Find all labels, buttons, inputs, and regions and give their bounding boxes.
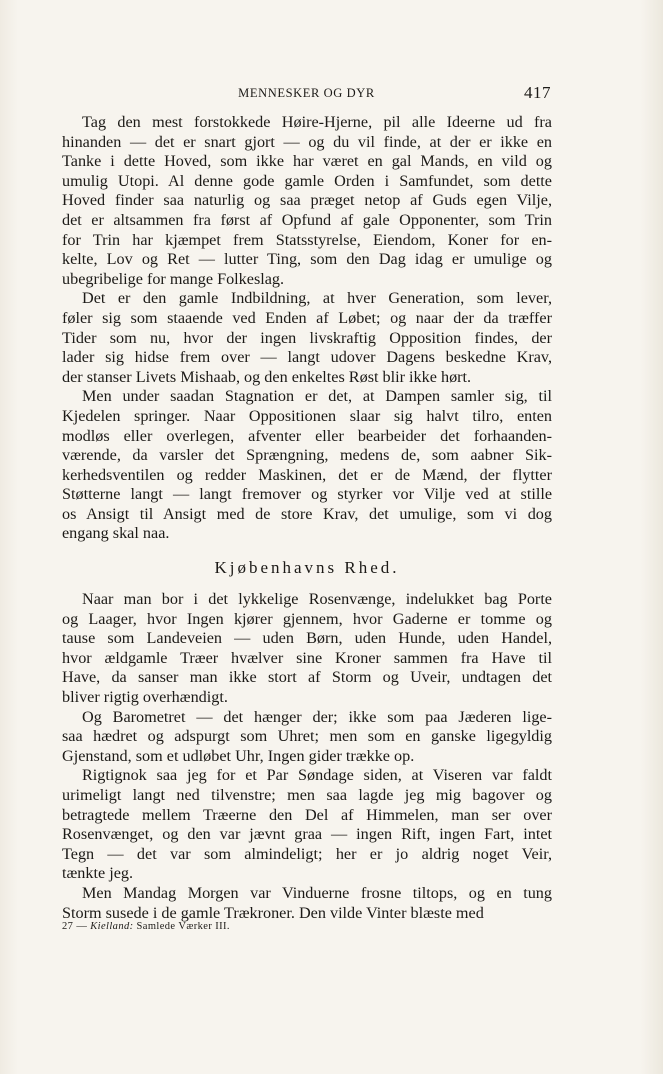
paragraph [62,766,552,884]
text-line: føler sig som staaende ved Enden af Løbet; og naar der da træffer [62,308,552,327]
text-line: kelte, Lov og Ret — lutter Ting, som den Dag idag er umulige og [62,250,552,269]
text-line: urimeligt langt ned tilvenstre; men saa lagde jeg mig bagover og [62,785,552,804]
text-line: ubegribelige for mange Folkeslag. [62,269,285,288]
text-line: tause som Landeveien — uden Børn, uden Hunde, uden Handel, [62,629,552,648]
signature-author: Kielland: [90,921,134,932]
text-line: Hoved finder saa naturlig og saa præget netop af Guds egen Vilje, [62,191,552,210]
text-line: os Ansigt til Ansigt med de store Krav, det umulige, som vi dog [62,504,552,523]
running-title: MENNESKER OG DYR [238,86,375,100]
text-line: Rigtignok saa jeg for et Par Søndage siden, at Viseren var faldt [82,766,552,785]
text-line: Men under saadan Stagnation er det, at Dampen samler sig, til [82,387,552,406]
section-1-body [62,113,552,544]
page-header [62,83,551,106]
paragraph [62,708,552,767]
text-line: saa hædret og adspurgt som Uhret; men som en ganske ligegyldig [62,727,552,746]
paragraph [62,387,552,544]
section-2-body [62,590,552,923]
text-line: Tider som nu, hvor der ingen livskraftig Opposition findes, der [62,328,552,347]
page-number: 417 [524,83,551,102]
text-line: umulig Utopi. Al denne gode gamle Orden i Samfundet, som dette [62,171,552,190]
text-line: og Laager, hvor Ingen kjører gjennem, hvor Gaderne er tomme og [62,609,552,628]
text-line: Det er den gamle Indbildning, at hver Generation, som lever, [82,289,552,308]
text-line: Tegn — det var som almindeligt; her er jo aldrig noget Veir, [62,844,552,863]
text-line: modløs eller overlegen, afventer eller bearbeider det forhaanden- [62,426,552,445]
paragraph [62,590,552,708]
text-line: Støtterne langt — langt fremover og styrker vor Vilje ved at stille [62,485,552,504]
text-line: Tanke i dette Hoved, som ikke har været en gal Mands, en vild og [62,152,552,171]
text-line: Og Barometret — det hænger der; ikke som paa Jæderen lige- [82,707,552,726]
text-line: der stanser Livets Mishaab, og den enkeltes Røst blir ikke hørt. [62,367,472,386]
printer-signature [62,921,230,932]
text-line: Gjenstand, som et udløbet Uhr, Ingen gider trække op. [62,746,415,765]
signature-prefix: 27 — [62,921,91,932]
paragraph [62,289,552,387]
text-line: Have, da sanser man ikke stort af Storm og Uveir, undtagen det [62,668,552,687]
text-line: Naar man bor i det lykkelige Rosenvænge, indelukket bag Porte [82,590,552,608]
text-line: Men Mandag Morgen var Vinduerne frosne tiltops, og en tung [82,883,552,902]
text-line: kerhedsventilen og redder Maskinen, det er de Mænd, der flytter [62,465,552,484]
section-title: Kjøbenhavns Rhed. [214,558,400,577]
text-line: engang skal naa. [62,524,170,543]
text-line: værende, da varsler det Sprængning, medens de, som aabner Sik- [62,446,552,465]
text-line: hinanden — det er snart gjort — og du vil finde, at der er ikke en [62,132,552,151]
text-line: bliver rigtig overhændigt. [62,687,228,706]
text-line: Storm susede i de gamle Trækroner. Den vilde Vinter blæste med [62,903,484,922]
text-line: tænkte jeg. [62,864,134,883]
paragraph [62,884,552,923]
text-line: lader sig hidse frem over — langt udover Dagens beskedne Krav, [62,348,552,367]
text-line: betragtede mellem Træerne den Del af Himmelen, man ser over [62,805,552,824]
text-line: hvor ældgamle Træer hvælver sine Kroner sammen fra Have til [62,648,552,667]
signature-work: Samlede Værker III. [133,921,230,932]
text-line: for Trin har kjæmpet frem Statsstyrelse, Eiendom, Koner for en- [62,230,552,249]
text-line: det er altsammen fra først af Opfund af gale Opponenter, som Trin [62,210,552,229]
text-line: Kjedelen springer. Naar Oppositionen slaar sig halvt tilro, enten [62,406,552,425]
text-line: Rosenvænget, og den var jævnt graa — ingen Rift, ingen Fart, intet [62,825,552,844]
text-line: Tag den mest forstokkede Høire-Hjerne, pil alle Ideerne ud fra [82,113,552,131]
paragraph [62,113,552,289]
